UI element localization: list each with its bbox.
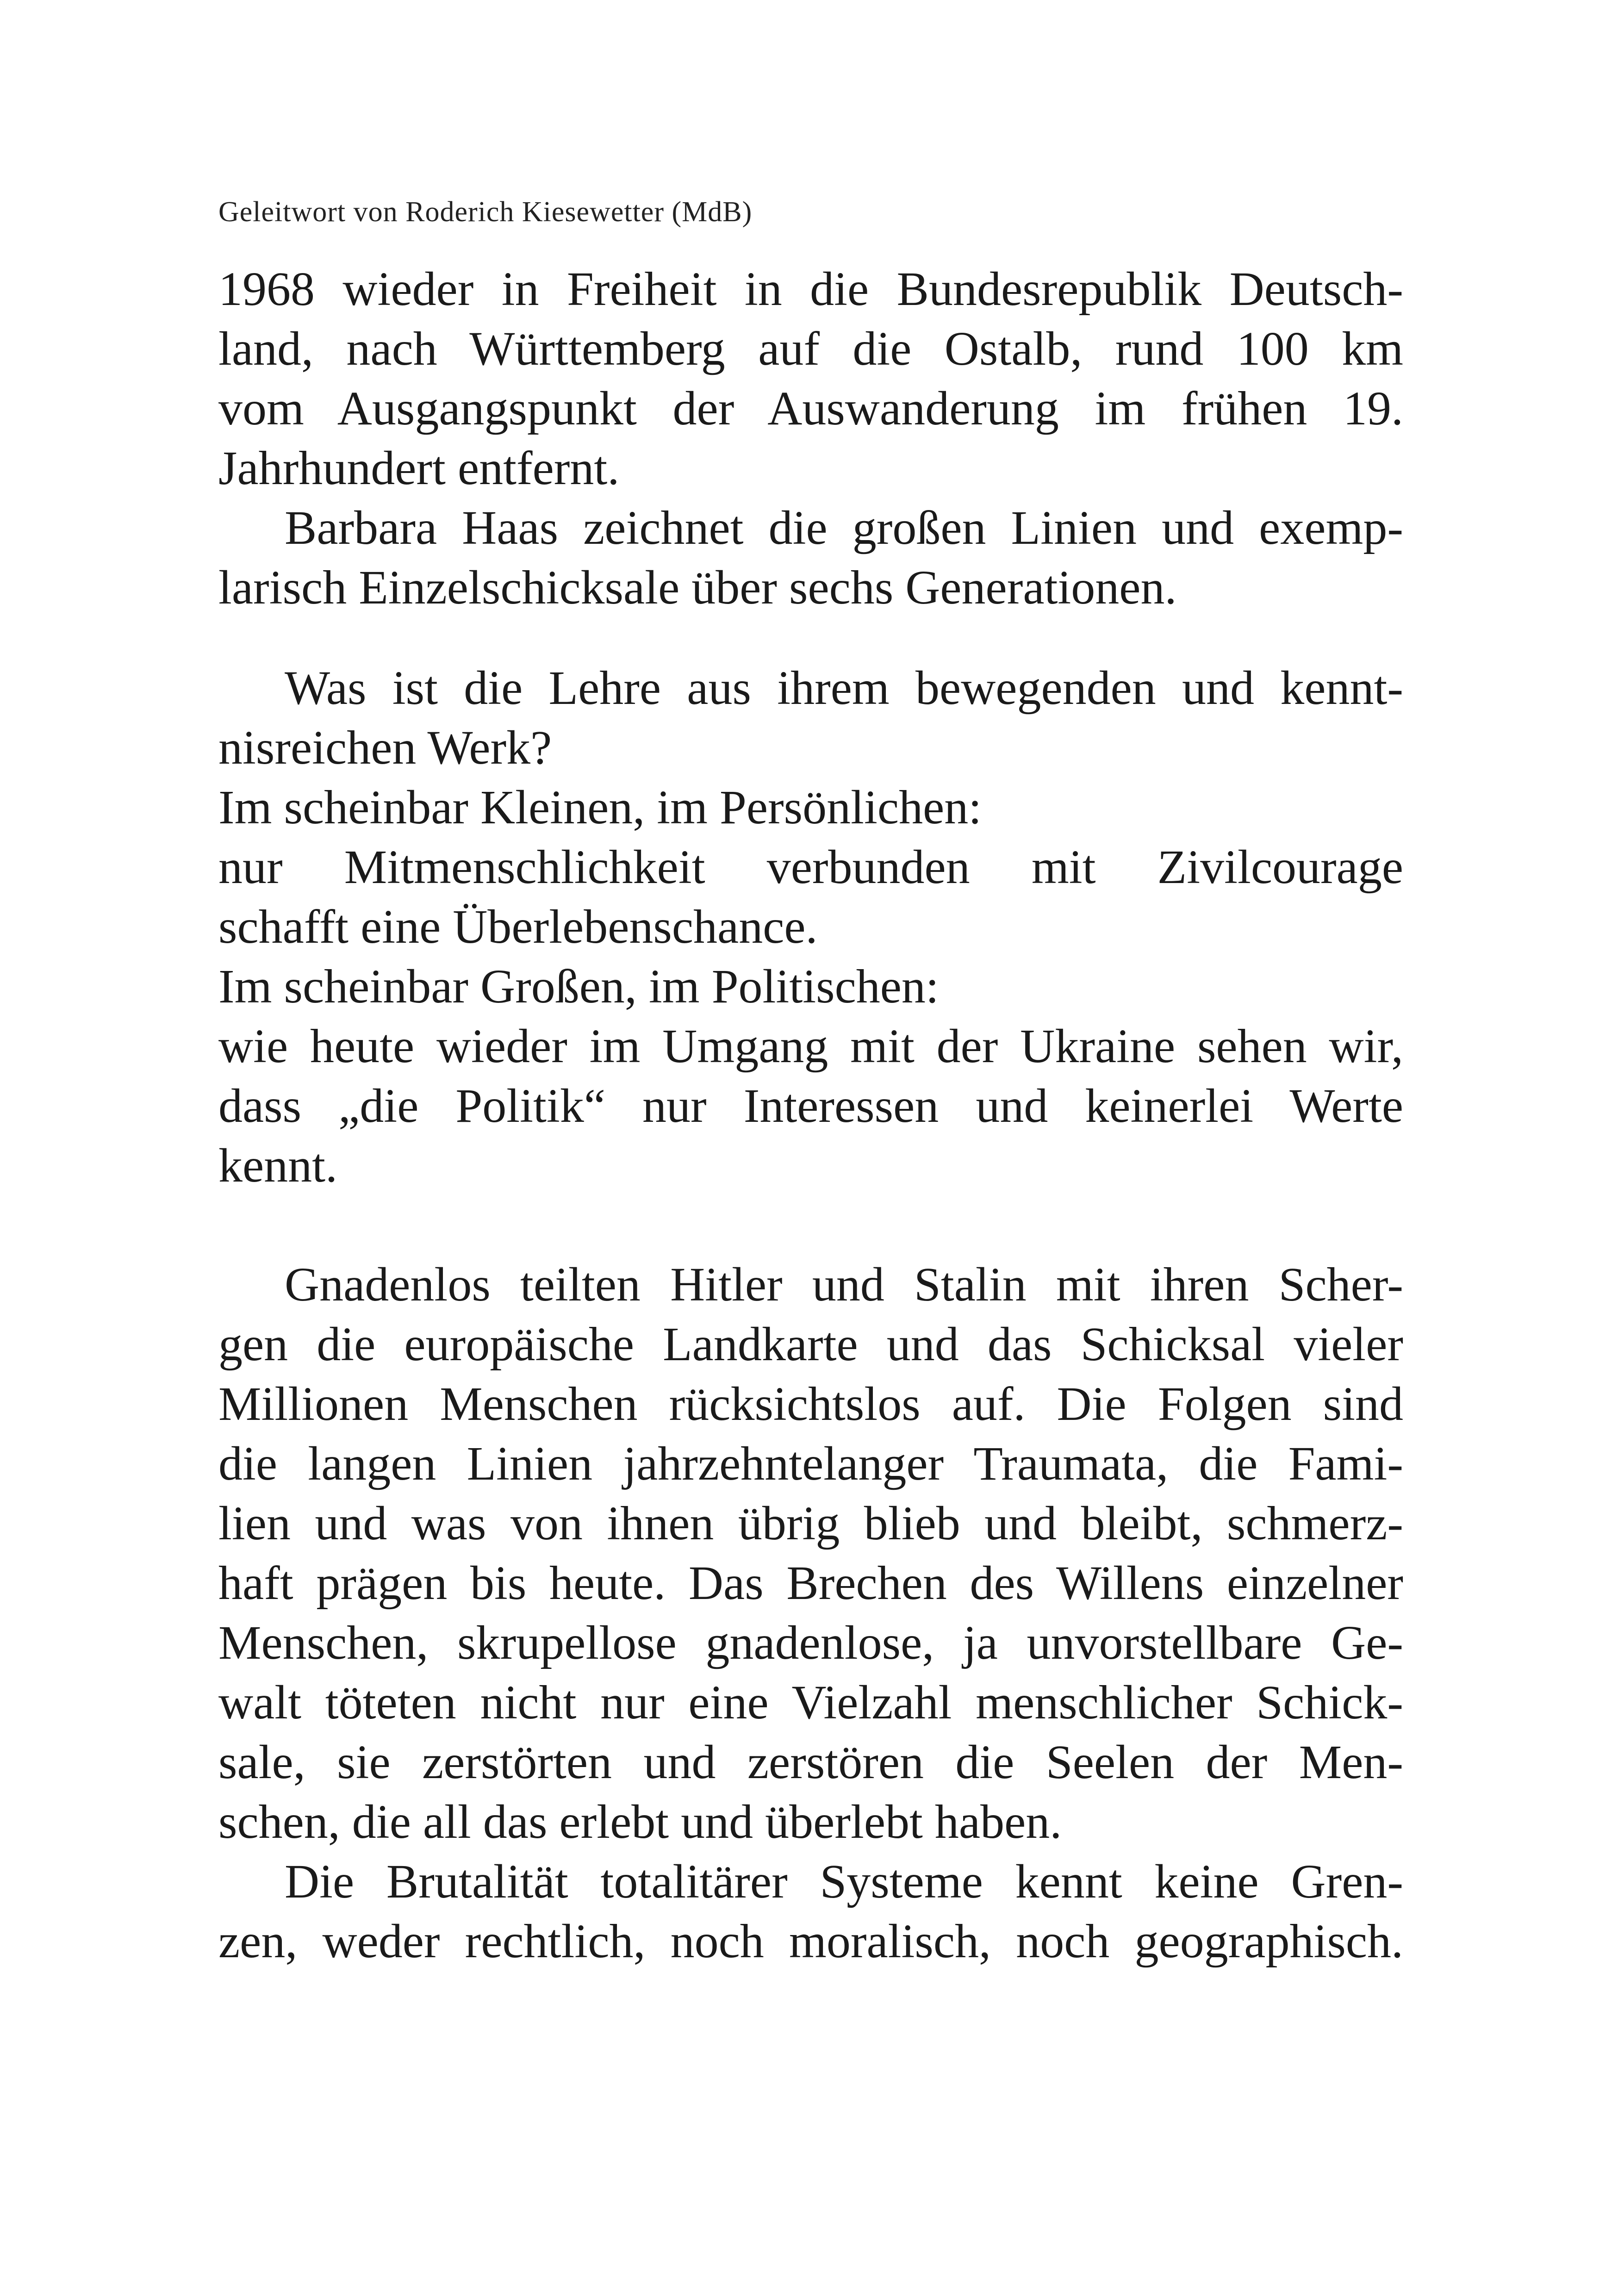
text-line: Gnadenlos teilten Hitler und Stalin mit ihren Scher- xyxy=(285,1258,1403,1311)
text-line: land, nach Württemberg auf die Ostalb, rund 100 km xyxy=(218,322,1403,375)
text-line: sale, sie zerstörten und zerstören die Seelen der Men- xyxy=(218,1736,1403,1789)
text-line: walt töteten nicht nur eine Vielzahl menschlicher Schick- xyxy=(218,1676,1403,1729)
text-line: Im scheinbar Kleinen, im Persönlichen: xyxy=(218,781,982,834)
text-block-intro xyxy=(218,259,1403,617)
text-line: vom Ausgangspunkt der Auswanderung im frühen 19. xyxy=(218,382,1403,435)
text-block-lesson xyxy=(218,658,1403,1195)
text-line: Im scheinbar Großen, im Politischen: xyxy=(218,960,939,1013)
text-line: 1968 wieder in Freiheit in die Bundesrepublik Deutsch- xyxy=(218,262,1403,316)
text-line: haft prägen bis heute. Das Brechen des Willens einzelner xyxy=(218,1556,1403,1610)
text-line: kennt. xyxy=(218,1139,338,1192)
text-line: die langen Linien jahrzehntelanger Traumata, die Fami- xyxy=(218,1437,1403,1490)
text-line: schafft eine Überlebenschance. xyxy=(218,900,818,953)
text-line: schen, die all das erlebt und überlebt haben. xyxy=(218,1795,1062,1848)
text-line: lien und was von ihnen übrig blieb und bleibt, schmerz- xyxy=(218,1497,1403,1550)
text-block-history xyxy=(218,1255,1403,1971)
text-line: gen die europäische Landkarte und das Schicksal vieler xyxy=(218,1318,1403,1371)
text-line: larisch Einzelschicksale über sechs Generationen. xyxy=(218,561,1177,614)
text-line: Barbara Haas zeichnet die großen Linien und exemp- xyxy=(285,501,1403,554)
text-line: nisreichen Werk? xyxy=(218,721,552,774)
text-line: wie heute wieder im Umgang mit der Ukraine sehen wir, xyxy=(218,1020,1403,1073)
text-line: Millionen Menschen rücksichtslos auf. Die Folgen sind xyxy=(218,1377,1403,1431)
text-line: Die Brutalität totalitärer Systeme kennt keine Gren- xyxy=(285,1855,1403,1908)
text-line: zen, weder rechtlich, noch moralisch, noch geographisch. xyxy=(218,1915,1403,1968)
text-line: Menschen, skrupellose gnadenlose, ja unvorstellbare Ge- xyxy=(218,1616,1403,1669)
text-line: dass „die Politik“ nur Interessen und keinerlei Werte xyxy=(218,1079,1403,1132)
text-line: Was ist die Lehre aus ihrem bewegenden und kennt- xyxy=(285,661,1403,715)
running-header: Geleitwort von Roderich Kiesewetter (MdB) xyxy=(218,196,753,228)
text-line: Jahrhundert entfernt. xyxy=(218,442,620,495)
text-line: nur Mitmenschlichkeit verbunden mit Zivilcourage xyxy=(218,840,1403,894)
